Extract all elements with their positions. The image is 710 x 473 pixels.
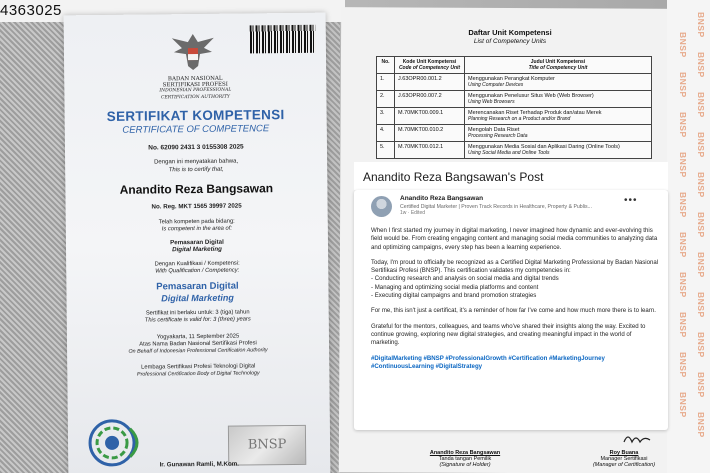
post-paragraph: When I first started my journey in digital marketing, I never imagined how dynamic and ever-evolving this field would be. From creating engaging content and managing social media communities to analyzing data and optimizing campaigns, every step has been a learning experience.: [371, 227, 658, 251]
qualification-name: Pemasaran Digital: [156, 280, 239, 293]
row-no: 3.: [377, 108, 395, 125]
certification-body-en: Professional Certification Body of Digital Technology: [137, 370, 260, 378]
certificate-title-en: CERTIFICATE OF COMPETENCE: [122, 123, 270, 136]
row-title-id: Menggunakan Penelusur Situs Web (Web Browser): [468, 93, 594, 99]
manager-name: Roy Buana: [609, 450, 639, 456]
post-heading: Anandito Reza Bangsawan's Post: [354, 162, 668, 190]
manager-title-en: (Manager of Certification): [592, 462, 656, 468]
row-no: 1.: [377, 74, 395, 91]
field-name: Pemasaran Digital: [170, 238, 224, 247]
row-no: 2.: [377, 91, 395, 108]
validity-text-en: This certificate is valid for: 3 (three) years: [144, 316, 251, 324]
bnsp-watermark: BNSP: [678, 112, 688, 138]
post-paragraph: For me, this isn't just a certificat, it's a reminder of how far I've come and how much more there is to learn.: [371, 307, 656, 315]
row-title-en: Using Computer Devices: [468, 82, 524, 88]
table-row: [377, 108, 652, 125]
row-no: 4.: [377, 125, 395, 142]
competency-table: [376, 56, 652, 159]
row-title-en: Planning Research on a Product and/or Brand: [468, 116, 571, 122]
bnsp-watermark: BNSP: [696, 372, 706, 398]
bnsp-watermark: BNSP: [678, 232, 688, 258]
signatory-name: Ir. Gunawan Ramli, M.Kom.: [159, 460, 240, 469]
holder-signature-label-en: (Signature of Holder): [439, 462, 491, 468]
bnsp-watermark: BNSP: [696, 12, 706, 38]
competency-bullet-list: [371, 275, 661, 300]
row-title: [465, 74, 652, 91]
bnsp-watermark: BNSP: [678, 312, 688, 338]
bnsp-watermark: BNSP: [696, 52, 706, 78]
post-timestamp: 1w · Edited: [400, 210, 426, 216]
table-row: [377, 142, 652, 159]
certify-text-id: Dengan ini menyatakan bahwa,: [154, 158, 239, 166]
column-header-unit-label: Judul Unit Kompetensi: [530, 59, 586, 65]
bnsp-watermark: BNSP: [696, 332, 706, 358]
bnsp-watermark: BNSP: [696, 172, 706, 198]
manager-title: Manager Sertifikasi: [600, 456, 648, 462]
table-header-row: [377, 57, 652, 74]
place-date: Yogyakarta, 11 September 2025: [156, 333, 240, 341]
bnsp-watermark: BNSP: [696, 412, 706, 438]
certification-body-id: Lembaga Sertifikasi Profesi Teknologi Digital: [141, 363, 256, 371]
garuda-emblem-icon: [168, 30, 218, 73]
row-title-en: Using Web Browsers: [468, 99, 515, 105]
more-options-icon[interactable]: •••: [624, 195, 638, 206]
list-item: - Conducting research and analysis on social media and digital trends: [371, 275, 559, 283]
column-header-unit: [465, 57, 652, 74]
row-code: M.70MKT00.010.2: [395, 125, 465, 142]
bnsp-watermark: BNSP: [696, 92, 706, 118]
post-paragraph: [371, 259, 661, 276]
bnsp-watermark: BNSP: [678, 352, 688, 378]
bnsp-watermark: BNSP: [678, 152, 688, 178]
author-name[interactable]: Anandito Reza Bangsawan: [400, 195, 484, 202]
on-behalf-id: Atas Nama Badan Nasional Sertifikasi Profesi: [139, 340, 257, 348]
registration-number: No. Reg. MKT 1565 39997 2025: [151, 202, 242, 211]
bnsp-watermark: BNSP: [678, 392, 688, 418]
table-row: [377, 91, 652, 108]
certify-text-en: This is to certify that,: [168, 166, 224, 174]
validity-text-id: Sertifikat ini berlaku untuk: 3 (tiga) tahun: [145, 309, 250, 317]
row-code: J.63OPR00.001.2: [395, 74, 465, 91]
column-header-unit-label-en: Title of Competency Unit: [528, 65, 588, 71]
row-code: M.70MKT00.009.1: [395, 108, 465, 125]
qualification-text-id: Dengan Kualifikasi / Kompetensi:: [154, 260, 240, 268]
row-code: J.63OPR00.007.2: [395, 91, 465, 108]
holder-name: Anandito Reza Bangsawan: [119, 181, 274, 197]
signature-scribble-icon: [622, 432, 652, 446]
row-title: [465, 108, 652, 125]
post-body: [371, 227, 661, 378]
qualification-text-en: With Qualification / Competency:: [155, 267, 240, 275]
certificate-document: [64, 13, 331, 473]
table-row: [377, 125, 652, 142]
bnsp-watermark: BNSP: [678, 192, 688, 218]
post-card: [354, 190, 668, 430]
bnsp-watermark: BNSP: [678, 272, 688, 298]
certificate-number: No. 62090 2431 3 0155308 2025: [148, 143, 244, 152]
field-name-en: Digital Marketing: [172, 245, 222, 254]
list-item: - Executing digital campaigns and brand promotion strategies: [371, 292, 537, 300]
field-text-id: Telah kompeten pada bidang:: [158, 218, 235, 226]
hologram-stamp: BNSP: [228, 425, 306, 466]
post-paragraph-text: Today, I'm proud to officially be recognized as a Certified Digital Marketing Professional by Badan Nasional Sertifikasi Profesi (BNSP). This certification validates my competencies in:: [371, 258, 659, 275]
sheet-title: Daftar Unit Kompetensi: [468, 28, 552, 37]
column-header-code-label-en: Code of Competency Unit: [398, 65, 461, 71]
bnsp-watermark: BNSP: [696, 212, 706, 238]
column-header-code-label: Kode Unit Kompetensi: [402, 59, 457, 65]
list-item: - Managing and optimizing social media platforms and content: [371, 283, 539, 291]
hashtags[interactable]: #DigitalMarketing #BNSP #ProfessionalGrowth #Certification #MarketingJourney #ContinuousLearning #DigitalStrategy: [371, 354, 605, 370]
bnsp-watermark: BNSP: [678, 72, 688, 98]
post-paragraph: Grateful for the mentors, colleagues, and teams who've shared their insights along the way. Excited to continue growing, exploring new digital strategies, and creating meaningful impact in the world of marketing.: [371, 322, 646, 347]
bnsp-watermark: BNSP: [696, 252, 706, 278]
row-title-en: Processing Research Data: [468, 133, 528, 139]
holder-signature-name: Anandito Reza Bangsawan: [429, 450, 501, 456]
bnsp-watermark: BNSP: [696, 292, 706, 318]
row-title-id: Mengolah Data Riset: [468, 127, 520, 133]
qualification-name-en: Digital Marketing: [161, 292, 234, 304]
row-title: [465, 142, 652, 159]
bnsp-watermark: BNSP: [678, 32, 688, 58]
agency-line-3: INDONESIAN PROFESSIONAL: [159, 88, 232, 94]
certificate-title: SERTIFIKAT KOMPETENSI: [106, 107, 285, 124]
row-title-en: Using Social Media and Online Tools: [468, 150, 550, 156]
signature-area: [360, 432, 660, 473]
row-title-id: Merencanakan Riset Terhadap Produk dan/atau Merek: [468, 110, 602, 116]
holder-signature-label: Tanda tangan Pemilik: [438, 456, 492, 462]
agency-line-1: BADAN NASIONAL: [167, 75, 223, 83]
row-code: M.70MKT00.012.1: [395, 142, 465, 159]
row-no: 5.: [377, 142, 395, 159]
column-header-code: [395, 57, 465, 74]
row-title: [465, 91, 652, 108]
sheet-title-block: [400, 28, 620, 45]
table-row: [377, 74, 652, 91]
sheet-subtitle: List of Competency Units: [473, 38, 547, 45]
agency-line-4: CERTIFICATION AUTHORITY: [161, 94, 230, 100]
top-id-number: 4363025: [0, 2, 62, 19]
on-behalf-en: On Behalf of Indonesian Professional Certification Authority: [128, 347, 268, 355]
field-text-en: Is competent in the area of:: [161, 225, 232, 233]
row-title-id: Menggunakan Perangkat Komputer: [468, 76, 555, 82]
avatar[interactable]: [371, 196, 392, 217]
row-title-id: Menggunakan Media Sosial dan Aplikasi Daring (Online Tools): [468, 144, 620, 150]
barcode-graphic: [250, 25, 316, 54]
column-header-no: No.: [377, 57, 395, 74]
agency-line-2: SERTIFIKASI PROFESI: [162, 81, 228, 89]
row-title: [465, 125, 652, 142]
bnsp-watermark: BNSP: [696, 132, 706, 158]
author-headline: Certified Digital Marketer | Proven Track Records in Healthcare, Property & Publis...: [400, 203, 592, 210]
